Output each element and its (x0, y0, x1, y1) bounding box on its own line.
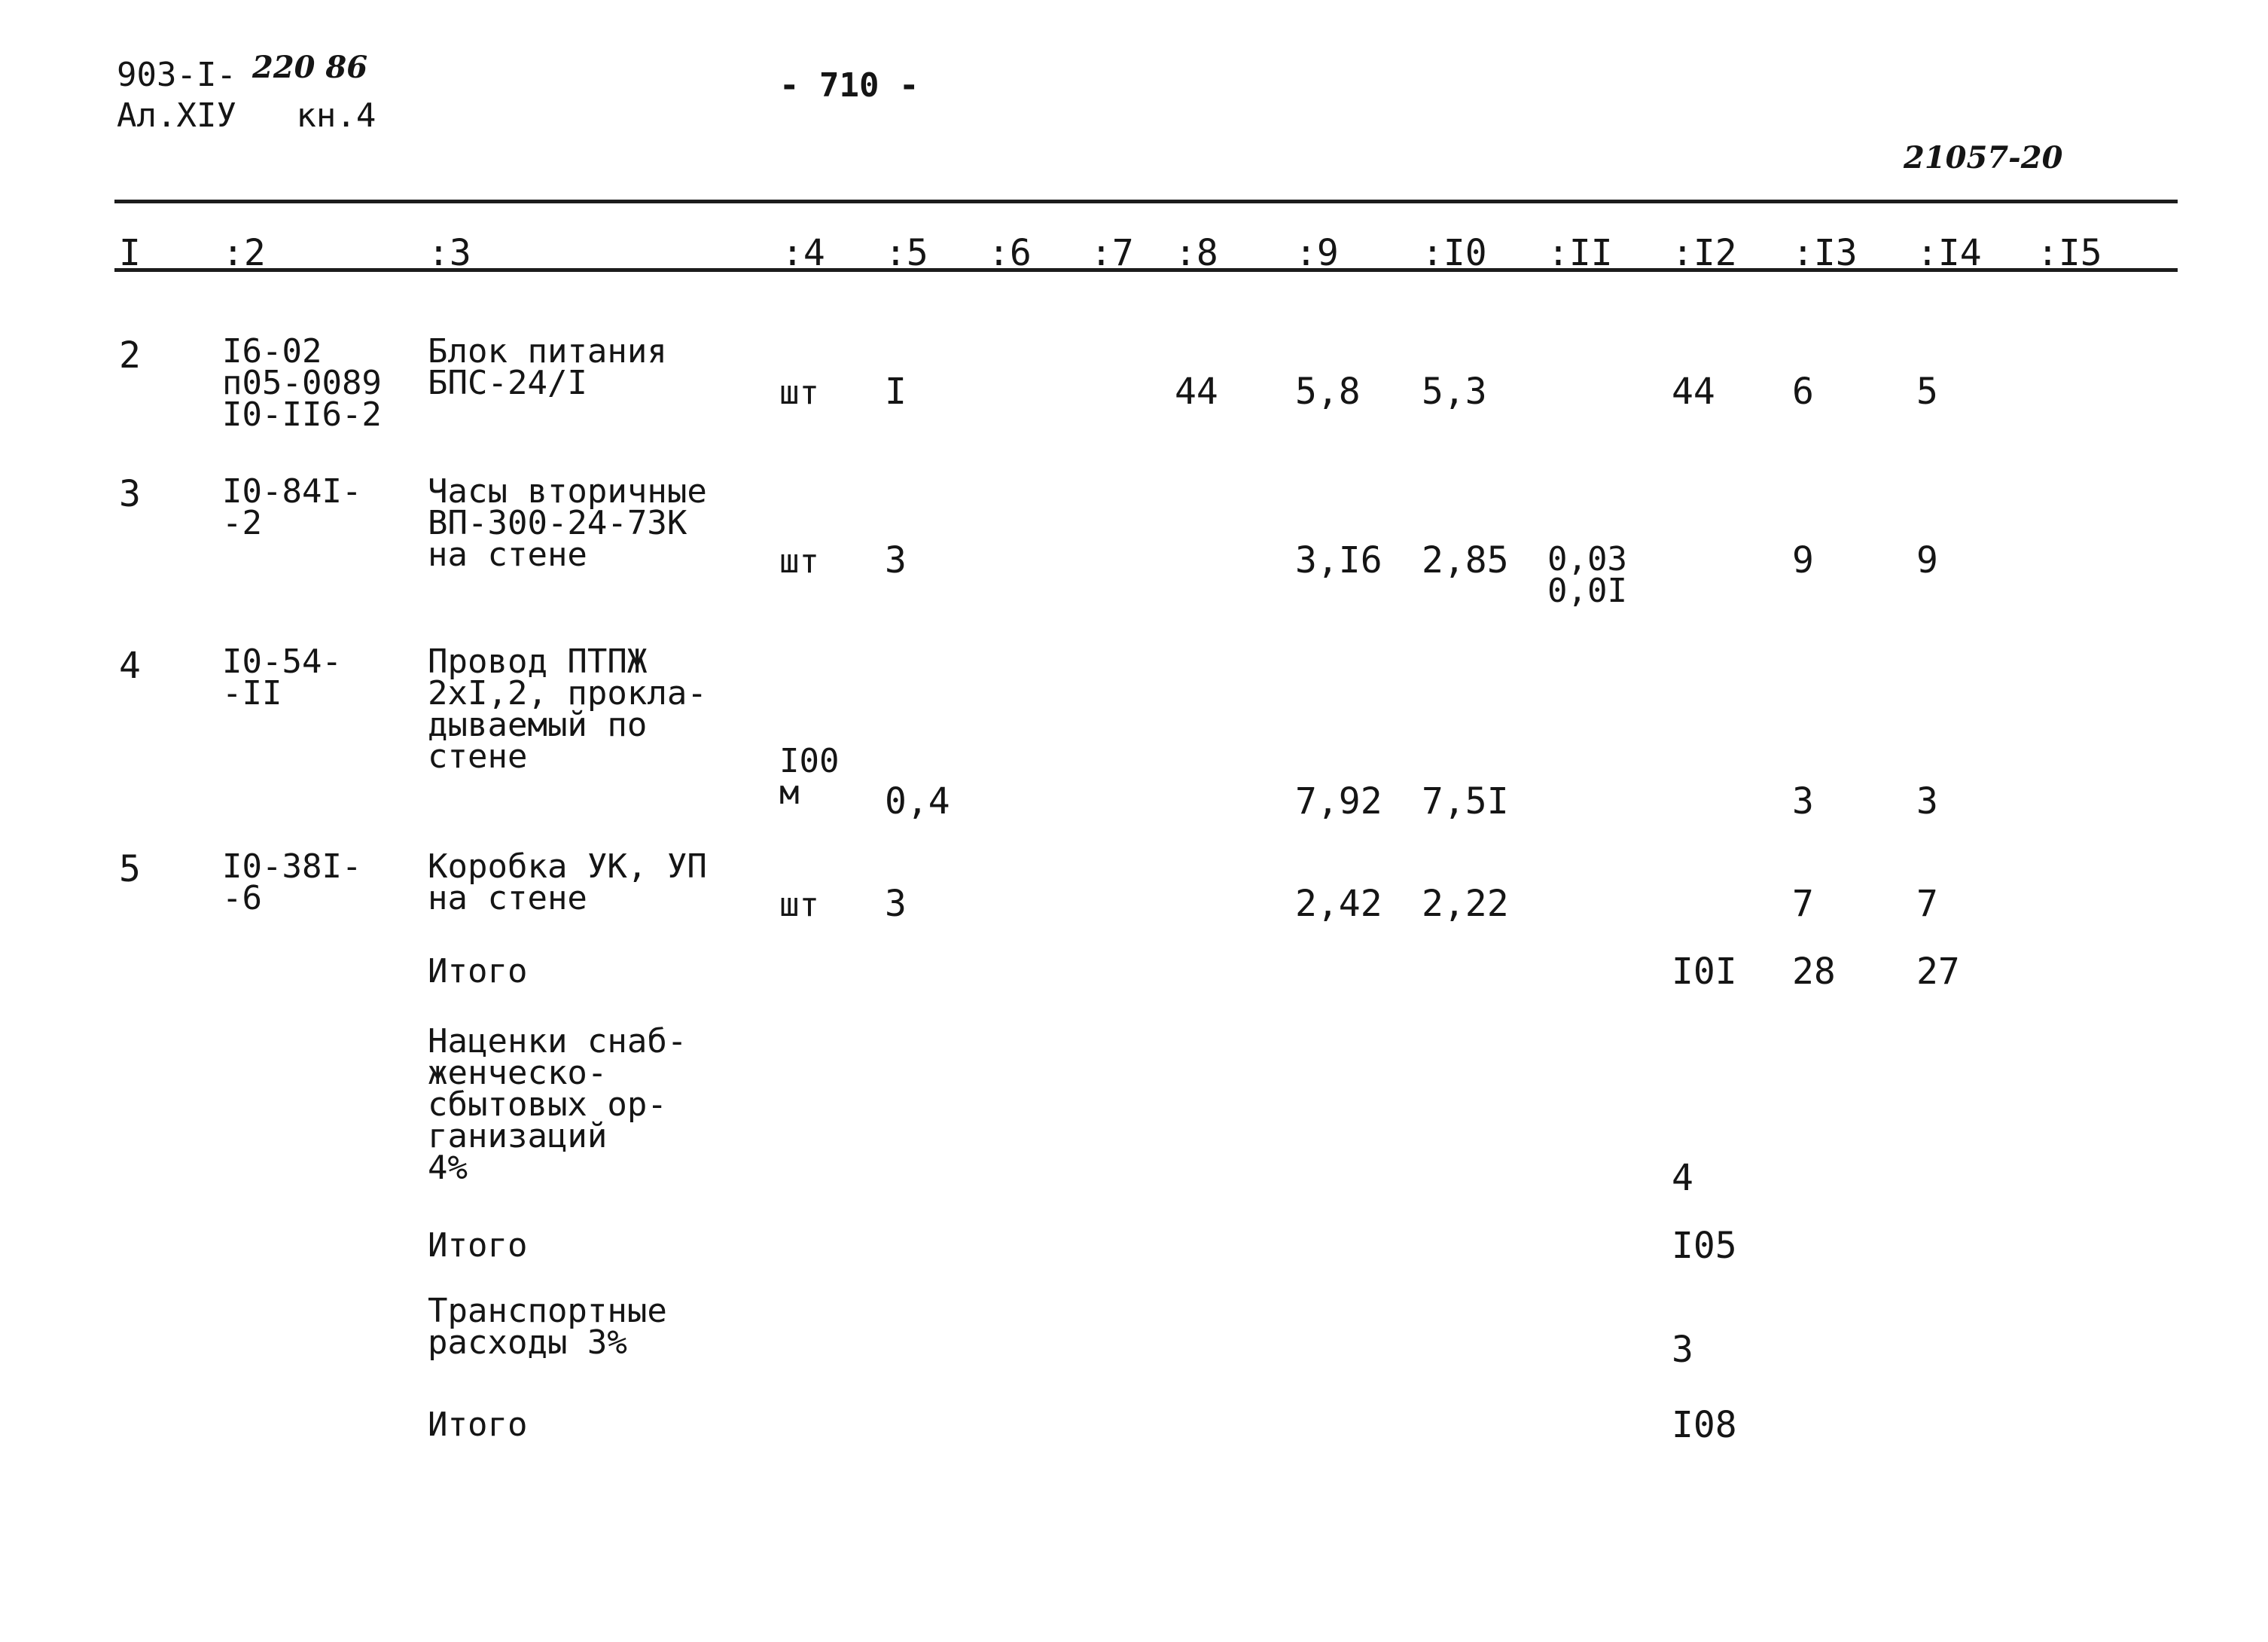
row-number: 3 (119, 473, 141, 515)
summary-col14: 27 (1916, 951, 1960, 993)
col-header-10: :I0 (1422, 232, 1487, 274)
col-header-3: :3 (428, 232, 471, 274)
row-unit: шт (779, 542, 819, 581)
album-line: Ал.XIУ кн.4 (117, 96, 376, 135)
row-col10: 5,3 (1422, 371, 1487, 413)
row-col13: 3 (1792, 780, 1814, 823)
col-header-4: :4 (782, 232, 825, 274)
summary-label: Транспортные расходы 3% (428, 1292, 667, 1362)
summary-label: Итого (428, 952, 528, 990)
col-header-6: :6 (988, 232, 1032, 274)
summary-col12: I05 (1672, 1225, 1737, 1267)
row-col10: 7,5I (1422, 780, 1509, 823)
row-col9: 7,92 (1295, 780, 1382, 823)
row-col12: 44 (1672, 371, 1715, 413)
row-unit: шт (779, 374, 819, 412)
col-header-9: :9 (1295, 232, 1339, 274)
page-number: - 710 - (779, 66, 919, 105)
col-header-12: :I2 (1672, 232, 1737, 274)
summary-col12: 3 (1672, 1329, 1693, 1371)
summary-label: Итого (428, 1405, 528, 1444)
row-col13: 7 (1792, 883, 1814, 925)
row-qty: 0,4 (885, 780, 950, 823)
col-header-15: :I5 (2037, 232, 2102, 274)
col-header-8: :8 (1175, 232, 1218, 274)
col-header-7: :7 (1090, 232, 1134, 274)
row-col10: 2,85 (1422, 539, 1509, 581)
summary-col12: I0I (1672, 951, 1737, 993)
table-top-rule (114, 200, 2178, 203)
col-header-2: :2 (222, 232, 266, 274)
row-name: Коробка УК, УП на стене (428, 847, 707, 917)
row-qty: 3 (885, 539, 907, 581)
col-header-1: I (119, 232, 141, 274)
row-col9: 2,42 (1295, 883, 1382, 925)
row-code: I6-02 п05-0089 I0-II6-2 (222, 332, 382, 434)
summary-col12: 4 (1672, 1157, 1693, 1199)
row-col13: 6 (1792, 371, 1814, 413)
row-col10: 2,22 (1422, 883, 1509, 925)
summary-col13: 28 (1792, 951, 1836, 993)
row-qty: I (885, 371, 907, 413)
doc-code-handwritten: 220 86 (252, 50, 368, 85)
summary-label: Наценки снаб- женческо- сбытовых ор- ганизаций 4% (428, 1022, 687, 1187)
row-code: I0-38I- -6 (222, 847, 362, 917)
inventory-number: 21057-20 (1904, 140, 2063, 175)
row-number: 4 (119, 645, 141, 687)
row-qty: 3 (885, 883, 907, 925)
row-col14: 9 (1916, 539, 1938, 581)
row-col9: 5,8 (1295, 371, 1361, 413)
row-col11: 0,03 0,0I (1547, 540, 1627, 610)
row-col13: 9 (1792, 539, 1814, 581)
row-name: Часы вторичные ВП-300-24-73К на стене (428, 472, 707, 574)
table-header-rule (114, 268, 2178, 272)
col-header-5: :5 (885, 232, 928, 274)
row-name: Блок питания БПС-24/I (428, 332, 667, 402)
row-col8: 44 (1175, 371, 1218, 413)
col-header-14: :I4 (1916, 232, 1982, 274)
row-number: 2 (119, 334, 141, 377)
row-col9: 3,I6 (1295, 539, 1382, 581)
row-col14: 7 (1916, 883, 1938, 925)
row-col14: 3 (1916, 780, 1938, 823)
row-unit: I00 м (779, 742, 840, 812)
doc-code-prefix: 903-I- (117, 56, 236, 94)
row-name: Провод ПТПЖ 2хI,2, прокла- дываемый по стене (428, 642, 707, 776)
row-unit: шт (779, 886, 819, 924)
col-header-11: :II (1547, 232, 1613, 274)
summary-col12: I08 (1672, 1404, 1737, 1446)
row-code: I0-54- -II (222, 642, 342, 713)
col-header-13: :I3 (1792, 232, 1858, 274)
summary-label: Итого (428, 1226, 528, 1265)
row-col14: 5 (1916, 371, 1938, 413)
row-code: I0-84I- -2 (222, 472, 362, 542)
row-number: 5 (119, 848, 141, 890)
